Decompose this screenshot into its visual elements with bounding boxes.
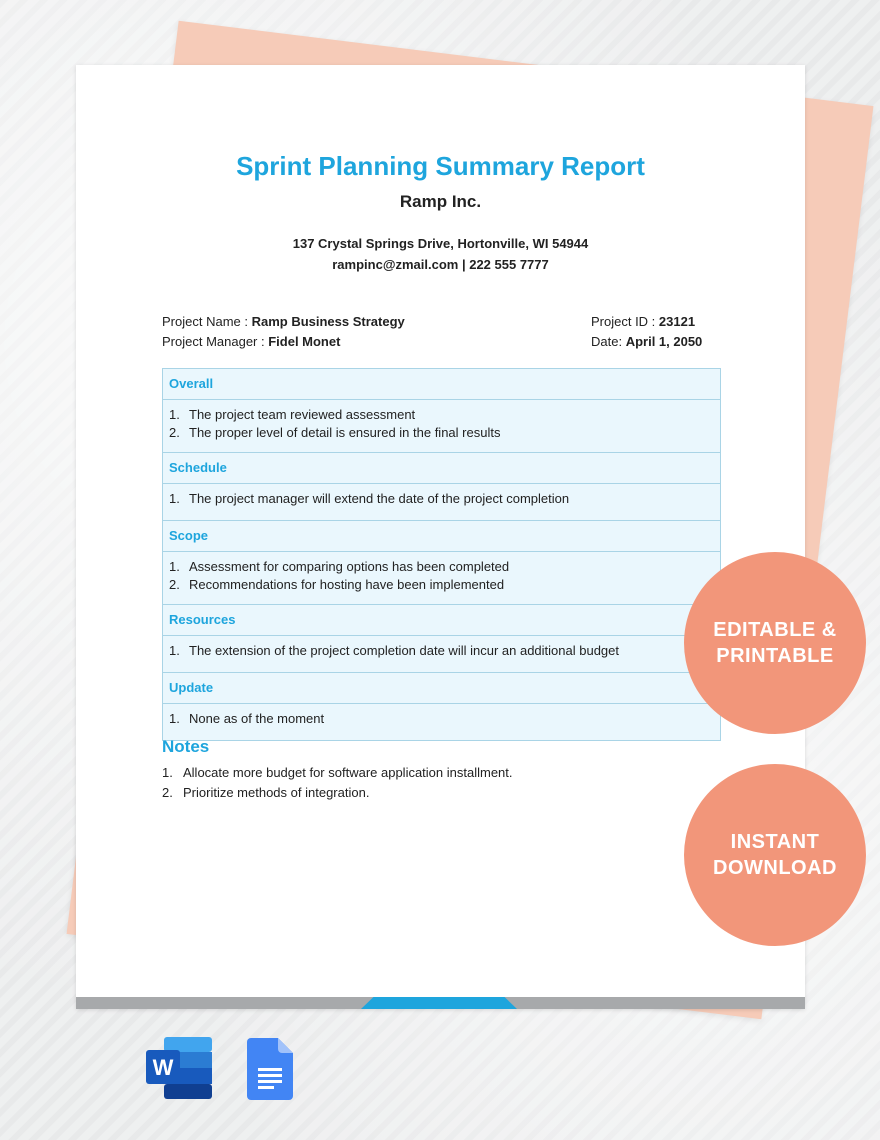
list-item [163, 490, 720, 508]
company-contact: rampinc@zmail.com | 222 555 7777 [332, 257, 549, 272]
item-text: None as of the moment [189, 711, 325, 726]
list-item [163, 424, 720, 442]
section-body-scope [163, 558, 720, 605]
note-item [162, 783, 513, 803]
section-header-scope: Scope [163, 521, 720, 552]
item-number: 1. [169, 559, 180, 574]
item-text: Prioritize methods of integration. [183, 785, 370, 800]
project-id-value: 23121 [658, 314, 696, 329]
item-number: 1. [169, 407, 180, 422]
list-item [163, 642, 720, 660]
item-number: 1. [169, 491, 180, 506]
instant-download-badge [684, 764, 866, 946]
project-name-value: Ramp Business Strategy [251, 314, 405, 329]
date-label: Date: [591, 334, 626, 349]
section-body-overall [163, 406, 720, 453]
section-header-overall: Overall [163, 369, 720, 400]
item-text: The project manager will extend the date of the project completion [189, 491, 570, 506]
project-name-label: Project Name : [162, 314, 252, 329]
item-number: 1. [162, 765, 173, 780]
list-item [163, 558, 720, 576]
date-value: April 1, 2050 [625, 334, 703, 349]
item-text: Assessment for comparing options has been completed [189, 559, 510, 574]
section-body-resources [163, 642, 720, 673]
badge-text-line: DOWNLOAD [713, 857, 837, 879]
notes-heading: Notes [162, 737, 210, 756]
project-manager-row [162, 332, 405, 352]
note-item [162, 763, 513, 783]
project-info-right [591, 312, 702, 352]
list-item [163, 710, 720, 728]
badge-text-line: PRINTABLE [716, 645, 834, 667]
project-id-label: Project ID : [591, 314, 659, 329]
section-header-update: Update [163, 673, 720, 704]
item-text: Recommendations for hosting have been implemented [189, 577, 505, 592]
item-text: The proper level of detail is ensured in the final results [189, 425, 501, 440]
microsoft-word-icon [146, 1037, 214, 1099]
google-docs-icon [247, 1038, 293, 1100]
project-id-row [591, 312, 702, 332]
badge-text-line: EDITABLE & [713, 619, 837, 641]
item-text: Allocate more budget for software application installment. [183, 765, 513, 780]
item-text: The project team reviewed assessment [189, 407, 416, 422]
item-number: 2. [162, 785, 173, 800]
page-footer-bar [76, 997, 805, 1009]
company-name: Ramp Inc. [399, 192, 482, 211]
item-number: 1. [169, 643, 180, 658]
project-manager-value: Fidel Monet [268, 334, 341, 349]
item-number: 1. [169, 711, 180, 726]
summary-table [162, 368, 721, 741]
report-title: Sprint Planning Summary Report [236, 151, 645, 181]
section-header-schedule: Schedule [163, 453, 720, 484]
list-item [163, 406, 720, 424]
word-letter: W [152, 1055, 174, 1080]
item-text: The extension of the project completion date will incur an additional budget [189, 643, 619, 658]
section-header-resources: Resources [163, 605, 720, 636]
section-body-update [163, 710, 720, 740]
editable-printable-badge [684, 552, 866, 734]
project-name-row [162, 312, 405, 332]
item-number: 2. [169, 577, 180, 592]
project-info-left [162, 312, 405, 352]
badge-text-line: INSTANT [730, 831, 820, 853]
company-address: 137 Crystal Springs Drive, Hortonville, WI 54944 [292, 236, 589, 251]
date-row [591, 332, 702, 352]
notes-list [162, 763, 513, 803]
list-item [163, 576, 720, 594]
project-manager-label: Project Manager : [162, 334, 269, 349]
section-body-schedule [163, 490, 720, 521]
item-number: 2. [169, 425, 180, 440]
footer-accent [361, 997, 517, 1009]
